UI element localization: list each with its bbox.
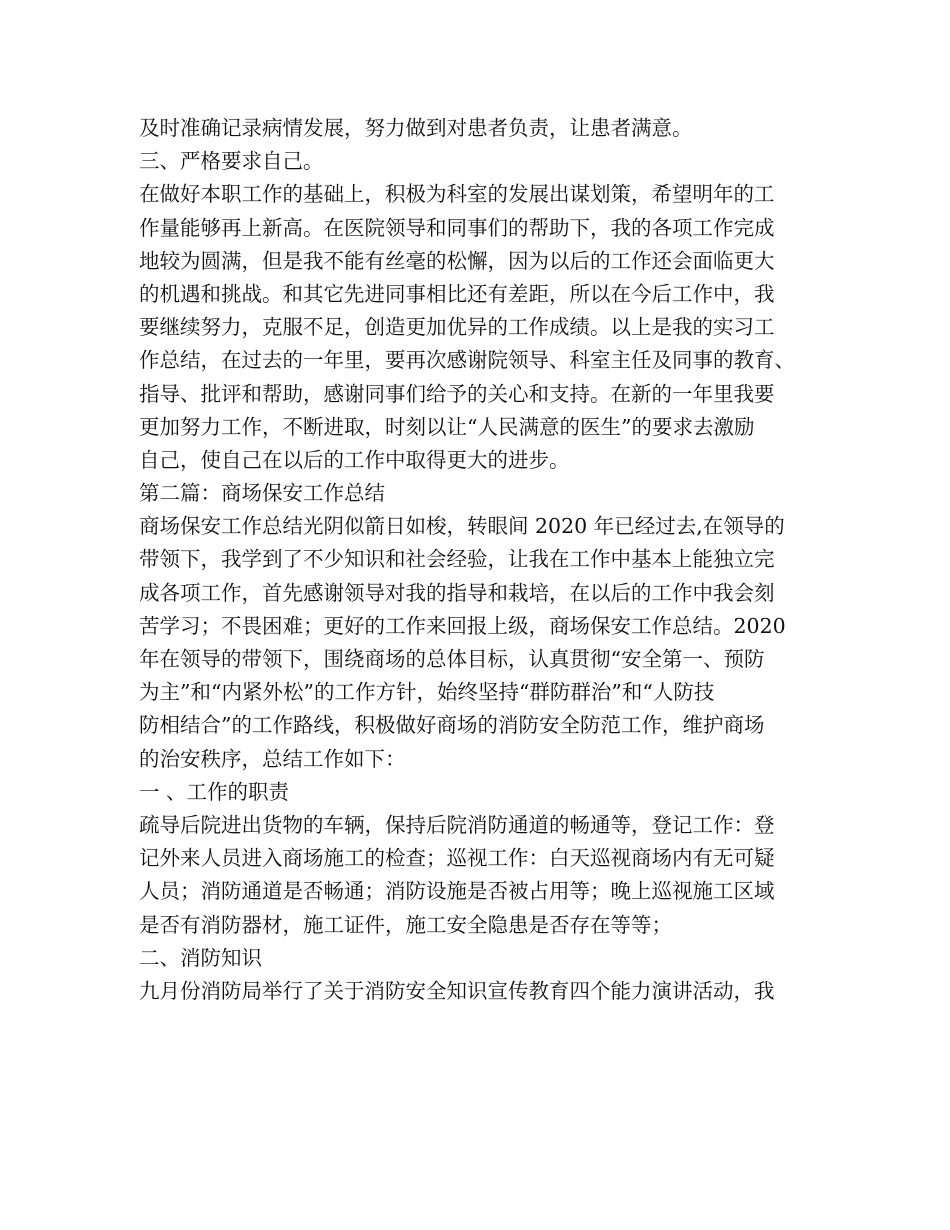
text-line: 带领下，我学到了不少知识和社会经验，让我在工作中基本上能独立完 [139, 547, 775, 572]
text-line: 的机遇和挑战。和其它先进同事相比还有差距，所以在今后工作中，我 [139, 281, 775, 306]
text-line: 成各项工作，首先感谢领导对我的指导和栽培，在以后的工作中我会刻 [139, 580, 775, 605]
text-line: 年在领导的带领下，围绕商场的总体目标，认真贯彻“安全第一、预防 [139, 647, 765, 671]
text-line: 疏导后院进出货物的车辆，保持后院消防通道的畅通等，登记工作：登 [139, 812, 775, 837]
text-line: 九月份消防局举行了关于消防安全知识宣传教育四个能力演讲活动，我 [139, 978, 775, 1003]
text-line: 记外来人员进入商场施工的检查；巡视工作：白天巡视商场内有无可疑 [139, 846, 775, 871]
text-line: 苦学习；不畏困难；更好的工作来回报上级，商场保安工作总结。2020 [139, 613, 786, 638]
text-line: 指导、批评和帮助，感谢同事们给予的关心和支持。在新的一年里我要 [139, 381, 775, 406]
text-line: 在做好本职工作的基础上，积极为科室的发展出谋划策，希望明年的工 [139, 182, 775, 207]
text-line: 作量能够再上新高。在医院领导和同事们的帮助下，我的各项工作完成 [139, 215, 775, 240]
text-line: 防相结合”的工作路线，积极做好商场的消防安全防范工作，维护商场 [139, 713, 765, 738]
section-heading: 一 、工作的职责 [139, 779, 290, 804]
text-line: 作总结，在过去的一年里，要再次感谢院领导、科室主任及同事的教育、 [139, 348, 795, 373]
text-line: 地较为圆满，但是我不能有丝毫的松懈，因为以后的工作还会面临更大 [139, 248, 775, 273]
text-line: 自己，使自己在以后的工作中取得更大的进步。 [139, 447, 570, 472]
text-line: 人员；消防通道是否畅通；消防设施是否被占用等；晚上巡视施工区域 [139, 879, 775, 904]
text-line: 的治安秩序，总结工作如下： [139, 746, 406, 771]
text-line: 为主”和“内紧外松”的工作方针，始终坚持“群防群治”和“人防技 [139, 680, 715, 705]
text-line: 更加努力工作，不断进取，时刻以让“人民满意的医生”的要求去激励 [139, 414, 755, 439]
section-heading: 二、消防知识 [139, 945, 262, 970]
section-heading: 三、严格要求自己。 [139, 149, 324, 174]
document-body [139, 112, 839, 1008]
text-line: 及时准确记录病情发展，努力做到对患者负责，让患者满意。 [139, 116, 693, 140]
text-line: 商场保安工作总结光阴似箭日如梭，转眼间 2020 年已经过去,在领导的 [139, 514, 785, 539]
chapter-heading: 第二篇：商场保安工作总结 [139, 481, 385, 506]
text-line: 是否有消防器材，施工证件，施工安全隐患是否存在等等； [139, 912, 672, 937]
text-line: 要继续努力，克服不足，创造更加优异的工作成绩。以上是我的实习工 [139, 315, 775, 340]
